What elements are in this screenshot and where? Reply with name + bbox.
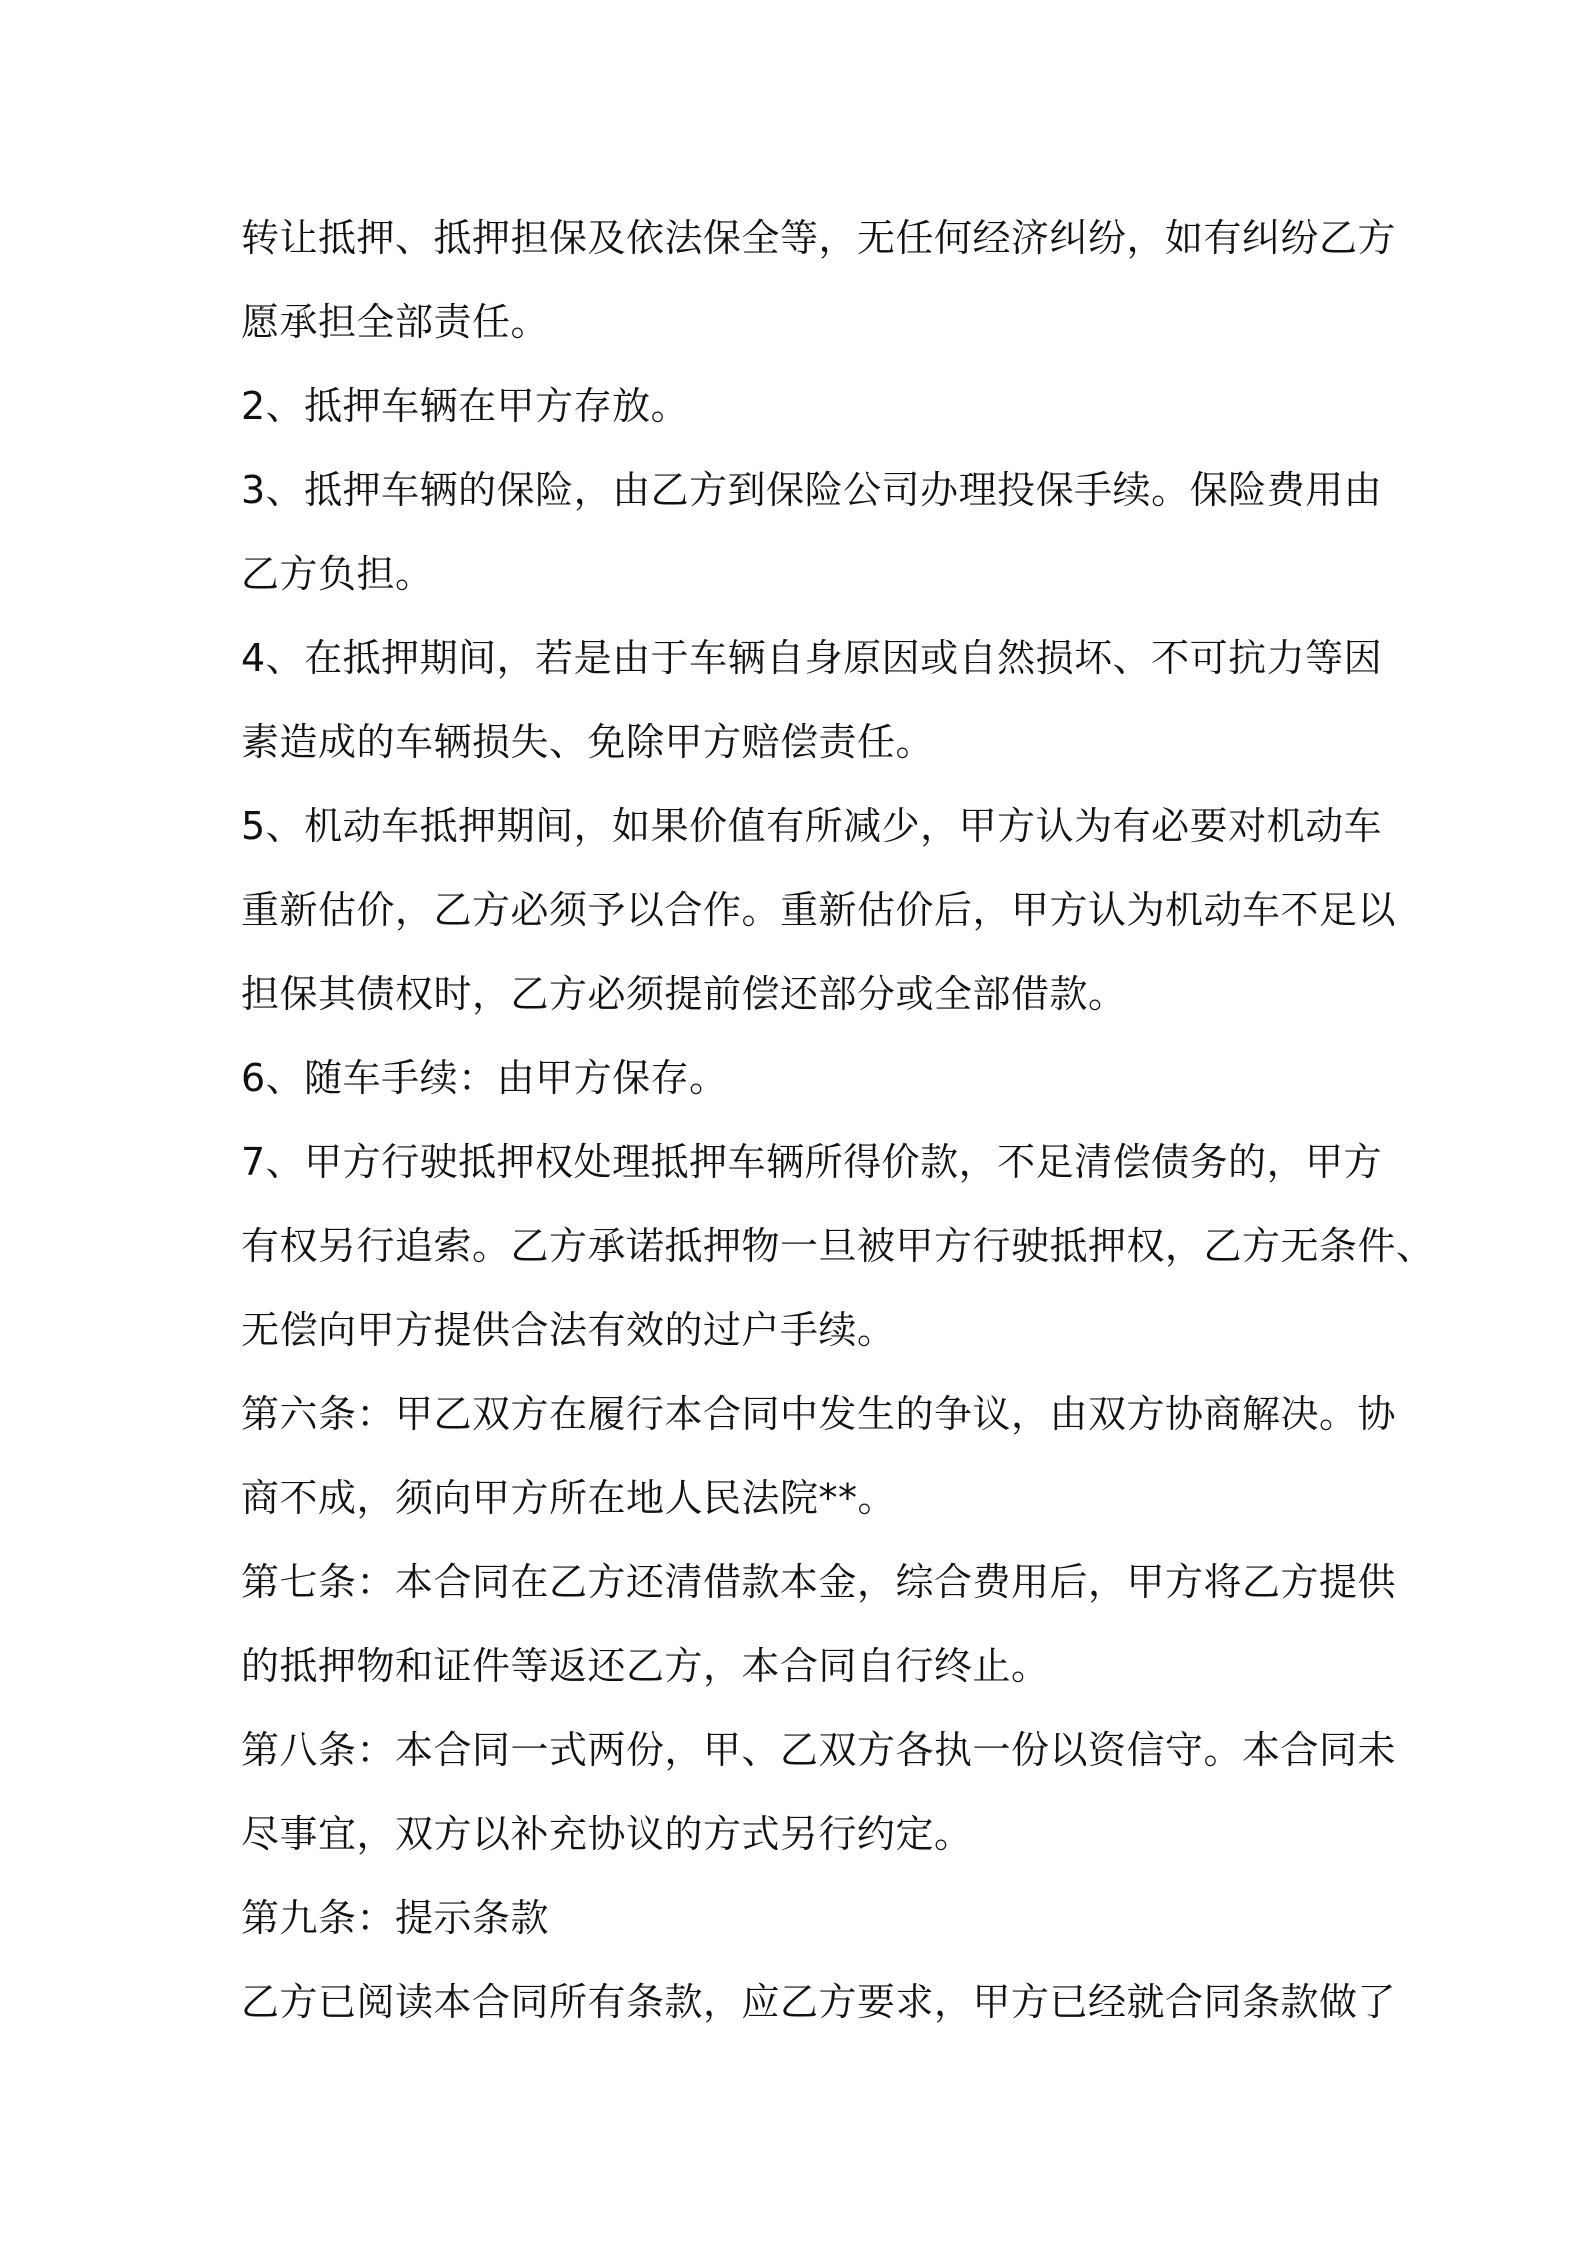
text-line: 商不成，须向甲方所在地人民法院**。 [241,1476,897,1520]
text-line: 第七条：本合同在乙方还清借款本金，综合费用后，甲方将乙方提供 [241,1560,1397,1604]
text-line: 素造成的车辆损失、免除甲方赔偿责任。 [241,720,935,764]
text-line: 4、在抵押期间，若是由于车辆自身原因或自然损坏、不可抗力等因 [241,636,1383,680]
text-line: 担保其债权时，乙方必须提前偿还部分或全部借款。 [241,972,1127,1016]
text-line: 第八条：本合同一式两份，甲、乙双方各执一份以资信守。本合同未 [241,1728,1397,1772]
text-line: 7、甲方行驶抵押权处理抵押车辆所得价款，不足清偿债务的，甲方 [241,1140,1383,1184]
document-body [241,196,1435,2044]
text-line: 重新估价，乙方必须予以合作。重新估价后，甲方认为机动车不足以 [241,888,1397,932]
text-line: 愿承担全部责任。 [241,300,550,344]
text-line: 无偿向甲方提供合法有效的过户手续。 [241,1308,896,1352]
text-line: 转让抵押、抵押担保及依法保全等，无任何经济纠纷，如有纠纷乙方 [241,216,1397,260]
text-line: 乙方已阅读本合同所有条款，应乙方要求，甲方已经就合同条款做了 [241,1980,1397,2024]
text-line: 乙方负担。 [241,552,434,596]
text-line: 尽事宜，双方以补充协议的方式另行约定。 [241,1812,973,1856]
text-line: 的抵押物和证件等返还乙方，本合同自行终止。 [241,1644,1050,1688]
text-line: 第九条：提示条款 [241,1896,550,1940]
text-line: 有权另行追索。乙方承诺抵押物一旦被甲方行驶抵押权，乙方无条件、 [241,1224,1435,1268]
text-line: 6、随车手续：由甲方保存。 [241,1056,728,1100]
text-line: 2、抵押车辆在甲方存放。 [241,384,690,428]
text-line: 第六条：甲乙双方在履行本合同中发生的争议，由双方协商解决。协 [241,1392,1397,1436]
text-line: 5、机动车抵押期间，如果价值有所减少，甲方认为有必要对机动车 [241,804,1383,848]
text-line: 3、抵押车辆的保险，由乙方到保险公司办理投保手续。保险费用由 [241,468,1383,512]
